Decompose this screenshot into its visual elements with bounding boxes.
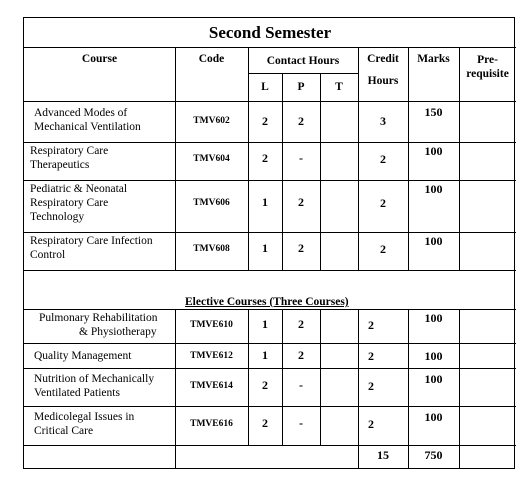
header-t: T	[335, 81, 343, 93]
table-rule	[24, 343, 516, 344]
table-rule	[320, 309, 321, 445]
header-l: L	[261, 81, 269, 93]
course-name: Ventilated Patients	[34, 387, 120, 399]
course-name: Pulmonary Rehabilitation	[39, 312, 158, 324]
course-name: Nutrition of Mechanically	[34, 373, 155, 385]
table-rule	[24, 445, 516, 446]
table-rule	[282, 73, 283, 270]
table-rule	[24, 309, 516, 310]
course-name: Medicolegal Issues in	[34, 411, 135, 423]
marks: 100	[424, 311, 443, 325]
practical-hours: 2	[298, 348, 304, 362]
course-name: Mechanical Ventilation	[34, 121, 141, 133]
table-rule	[24, 101, 516, 102]
course-name: Quality Management	[34, 350, 132, 362]
course-name: Critical Care	[34, 425, 94, 437]
header-marks: Marks	[417, 53, 450, 65]
credit-hours: 2	[368, 318, 374, 332]
practical-hours: 2	[298, 195, 304, 209]
course-name: Respiratory Care	[30, 145, 109, 157]
course-code: TMV604	[193, 154, 230, 164]
header-course: Course	[81, 53, 118, 65]
credit-hours: 2	[368, 379, 374, 393]
elective-heading: Elective Courses (Three Courses)	[185, 296, 349, 308]
lecture-hours: 1	[262, 317, 268, 331]
lecture-hours: 1	[262, 241, 268, 255]
total-credit-hours: 15	[377, 448, 389, 462]
lecture-hours: 1	[262, 348, 268, 362]
marks: 100	[424, 182, 443, 196]
marks: 100	[424, 234, 443, 248]
table-rule	[24, 368, 516, 369]
course-name: Therapeutics	[30, 159, 90, 171]
table-rule	[408, 309, 409, 468]
course-name: Respiratory Care	[30, 197, 109, 209]
header-prerequisite: requisite	[466, 68, 509, 80]
credit-hours: 3	[380, 114, 386, 128]
practical-hours: -	[299, 416, 303, 430]
total-marks: 750	[424, 448, 443, 462]
practical-hours: -	[299, 151, 303, 165]
marks: 150	[424, 105, 443, 119]
table-rule	[248, 73, 358, 74]
header-contact-hours: Contact Hours	[266, 55, 340, 67]
table-rule	[459, 309, 460, 468]
second-semester-table	[23, 17, 515, 469]
marks: 100	[424, 372, 443, 386]
practical-hours: 2	[298, 114, 304, 128]
credit-hours: 2	[380, 242, 386, 256]
course-name: Technology	[30, 211, 85, 223]
lecture-hours: 2	[262, 416, 268, 430]
table-rule	[24, 47, 516, 48]
credit-hours: 2	[368, 417, 374, 431]
lecture-hours: 2	[262, 378, 268, 392]
header-credit: Credit	[367, 53, 399, 65]
table-rule	[24, 142, 516, 143]
table-rule	[24, 232, 516, 233]
lecture-hours: 2	[262, 114, 268, 128]
course-code: TMV602	[193, 116, 230, 126]
header-p: P	[297, 81, 305, 93]
practical-hours: -	[299, 378, 303, 392]
table-rule	[24, 406, 516, 407]
header-code: Code	[198, 53, 225, 65]
course-name: Control	[30, 249, 66, 261]
course-name: & Physiotherapy	[79, 326, 157, 338]
course-code: TMVE610	[190, 320, 233, 330]
credit-hours: 2	[380, 152, 386, 166]
credit-hours: 2	[368, 349, 374, 363]
course-code: TMVE614	[190, 381, 233, 391]
header-hours: Hours	[367, 75, 399, 87]
header-prerequisite: Pre-	[477, 54, 498, 66]
practical-hours: 2	[298, 241, 304, 255]
course-code: TMVE612	[190, 351, 233, 361]
lecture-hours: 2	[262, 151, 268, 165]
practical-hours: 2	[298, 317, 304, 331]
course-name: Pediatric & Neonatal	[30, 183, 128, 195]
table-rule	[24, 180, 516, 181]
course-name: Advanced Modes of	[34, 107, 128, 119]
credit-hours: 2	[380, 196, 386, 210]
table-rule	[320, 73, 321, 270]
table-title: Second Semester	[208, 23, 332, 42]
table-rule	[24, 270, 516, 271]
course-code: TMV606	[193, 198, 230, 208]
course-name: Respiratory Care Infection	[30, 235, 153, 247]
course-code: TMV608	[193, 244, 230, 254]
marks: 100	[424, 349, 443, 363]
lecture-hours: 1	[262, 195, 268, 209]
marks: 100	[424, 144, 443, 158]
table-rule	[358, 309, 359, 468]
course-code: TMVE616	[190, 419, 233, 429]
marks: 100	[424, 410, 443, 424]
